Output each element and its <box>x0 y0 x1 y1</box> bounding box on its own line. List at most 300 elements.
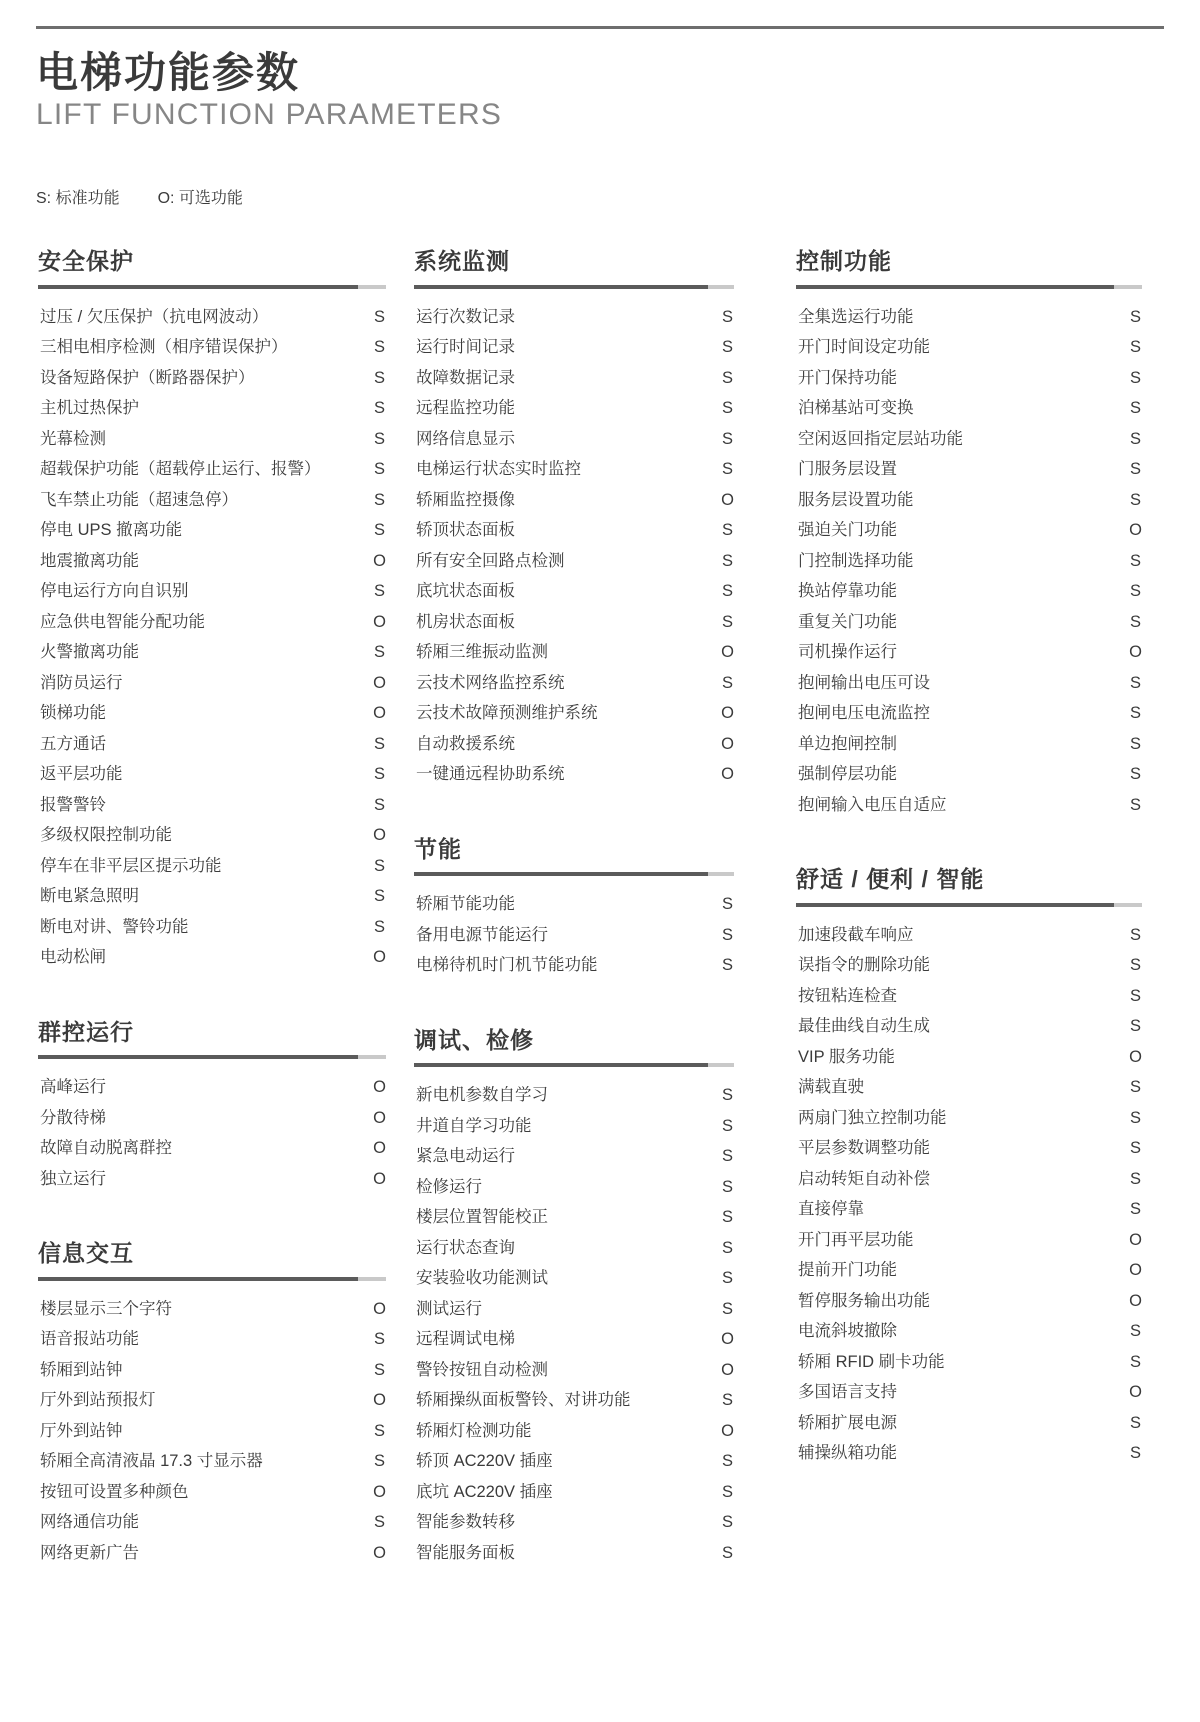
parameter-mark: S <box>722 582 734 601</box>
parameter-label: 平层参数调整功能 <box>798 1139 930 1158</box>
parameter-row <box>796 1042 1142 1073</box>
parameter-row <box>38 820 386 851</box>
parameter-row <box>38 576 386 607</box>
section-commissioning-maintenance <box>414 1027 734 1569</box>
parameter-mark: O <box>721 765 734 784</box>
parameter-row <box>796 920 1142 951</box>
column-middle <box>408 248 752 1572</box>
parameter-row <box>38 1446 386 1477</box>
parameter-label: 锁梯功能 <box>40 704 106 723</box>
parameter-mark: O <box>373 1108 386 1127</box>
parameter-row <box>796 1103 1142 1134</box>
parameter-mark: S <box>722 956 734 975</box>
parameter-row <box>796 1011 1142 1042</box>
parameter-row <box>38 1294 386 1325</box>
section-divider <box>414 285 734 289</box>
parameter-mark: S <box>1130 1444 1142 1463</box>
parameter-row <box>414 1080 734 1111</box>
parameter-row <box>796 1286 1142 1317</box>
section-divider <box>796 285 1142 289</box>
parameter-label: 云技术故障预测维护系统 <box>416 704 598 723</box>
parameter-label: 暂停服务输出功能 <box>798 1291 930 1310</box>
parameter-mark: O <box>1129 643 1142 662</box>
parameter-row <box>796 424 1142 455</box>
parameter-mark: S <box>1130 734 1142 753</box>
parameter-row <box>38 546 386 577</box>
parameter-row <box>796 1377 1142 1408</box>
parameter-mark: S <box>374 887 386 906</box>
parameter-row <box>38 302 386 333</box>
section-title-commissioning-maintenance: 调试、检修 <box>414 1026 534 1053</box>
parameter-label: 主机过热保护 <box>40 399 139 418</box>
parameter-columns <box>0 248 1200 1572</box>
parameter-mark: S <box>722 551 734 570</box>
parameter-row <box>796 729 1142 760</box>
parameter-row <box>414 1233 734 1264</box>
parameter-label: VIP 服务功能 <box>798 1047 895 1066</box>
parameter-row <box>414 1172 734 1203</box>
parameter-mark: S <box>722 1177 734 1196</box>
parameter-row <box>38 790 386 821</box>
parameter-row <box>414 485 734 516</box>
parameter-row <box>38 1507 386 1538</box>
section-comfort-convenience-intelligence <box>796 866 1142 1469</box>
parameter-label: 抱闸输出电压可设 <box>798 673 930 692</box>
header-divider <box>36 26 1164 29</box>
parameter-label: 机房状态面板 <box>416 612 515 631</box>
parameter-row <box>796 668 1142 699</box>
page-title-cn: 电梯功能参数 <box>36 49 301 96</box>
parameter-label: 智能参数转移 <box>416 1513 515 1532</box>
parameter-row <box>796 576 1142 607</box>
parameter-label: 飞车禁止功能（超速急停） <box>40 490 238 509</box>
parameter-mark: S <box>374 582 386 601</box>
section-control-functions <box>796 248 1142 820</box>
parameter-mark: O <box>721 490 734 509</box>
section-title-safety-protection: 安全保护 <box>38 248 134 274</box>
parameter-label: 所有安全回路点检测 <box>416 551 565 570</box>
parameter-mark: S <box>722 460 734 479</box>
parameter-label: 电梯待机时门机节能功能 <box>416 956 598 975</box>
parameter-mark: S <box>374 368 386 387</box>
parameter-mark: S <box>1130 612 1142 631</box>
parameter-mark: S <box>374 917 386 936</box>
parameter-row <box>38 515 386 546</box>
parameter-mark: S <box>1130 925 1142 944</box>
parameter-label: 空闲返回指定层站功能 <box>798 429 963 448</box>
parameter-mark: S <box>374 338 386 357</box>
parameter-label: 开门时间设定功能 <box>798 338 930 357</box>
parameter-row <box>38 1133 386 1164</box>
parameter-label: 新电机参数自学习 <box>416 1086 548 1105</box>
parameter-label: 自动救援系统 <box>416 734 515 753</box>
parameter-label: 轿厢三维振动监测 <box>416 643 548 662</box>
parameter-mark: S <box>1130 582 1142 601</box>
parameter-label: 轿顶状态面板 <box>416 521 515 540</box>
parameter-label: 轿厢灯检测功能 <box>416 1421 532 1440</box>
parameter-label: 故障自动脱离群控 <box>40 1139 172 1158</box>
section-information-interaction <box>38 1240 386 1568</box>
section-divider <box>414 872 734 876</box>
parameter-label: 启动转矩自动补偿 <box>798 1169 930 1188</box>
parameter-label: 过压 / 欠压保护（抗电网波动） <box>40 307 269 326</box>
parameter-label: 返平层功能 <box>40 765 123 784</box>
parameter-label: 火警撤离功能 <box>40 643 139 662</box>
parameter-label: 轿厢监控摄像 <box>416 490 515 509</box>
parameter-label: 全集选运行功能 <box>798 307 914 326</box>
parameter-row <box>796 1347 1142 1378</box>
section-divider <box>38 1055 386 1059</box>
parameter-label: 厅外到站预报灯 <box>40 1391 156 1410</box>
parameter-mark: S <box>722 1086 734 1105</box>
parameter-row <box>414 698 734 729</box>
parameter-row <box>38 1072 386 1103</box>
parameter-list <box>414 302 734 790</box>
parameter-label: 设备短路保护（断路器保护） <box>40 368 255 387</box>
parameter-label: 轿厢全高清液晶 17.3 寸显示器 <box>40 1452 263 1471</box>
parameter-mark: O <box>373 612 386 631</box>
parameter-row <box>38 607 386 638</box>
parameter-row <box>414 1416 734 1447</box>
parameter-label: 远程监控功能 <box>416 399 515 418</box>
parameter-mark: S <box>1130 307 1142 326</box>
parameter-label: 轿厢到站钟 <box>40 1360 123 1379</box>
parameter-mark: S <box>374 1360 386 1379</box>
parameter-mark: O <box>1129 1383 1142 1402</box>
parameter-label: 楼层位置智能校正 <box>416 1208 548 1227</box>
section-title-energy-saving: 节能 <box>414 835 462 862</box>
parameter-mark: S <box>374 429 386 448</box>
parameter-row <box>414 363 734 394</box>
parameter-row <box>38 759 386 790</box>
parameter-row <box>796 607 1142 638</box>
parameter-mark: O <box>721 704 734 723</box>
parameter-mark: S <box>722 1391 734 1410</box>
parameter-label: 远程调试电梯 <box>416 1330 515 1349</box>
parameter-row <box>796 759 1142 790</box>
parameter-row <box>38 1103 386 1134</box>
parameter-mark: S <box>374 1421 386 1440</box>
parameter-label: 检修运行 <box>416 1177 482 1196</box>
parameter-label: 轿厢 RFID 刷卡功能 <box>798 1352 945 1371</box>
parameter-label: 司机操作运行 <box>798 643 897 662</box>
parameter-mark: O <box>373 1543 386 1562</box>
parameter-label: 厅外到站钟 <box>40 1421 123 1440</box>
parameter-label: 轿厢扩展电源 <box>798 1413 897 1432</box>
parameter-mark: S <box>722 1482 734 1501</box>
parameter-row <box>796 1225 1142 1256</box>
parameter-row <box>796 790 1142 821</box>
parameter-row <box>796 485 1142 516</box>
parameter-mark: O <box>1129 1047 1142 1066</box>
parameter-row <box>38 1324 386 1355</box>
parameter-mark: S <box>722 1116 734 1135</box>
parameter-mark: O <box>721 643 734 662</box>
parameter-label: 开门再平层功能 <box>798 1230 914 1249</box>
column-left <box>0 248 408 1572</box>
parameter-label: 两扇门独立控制功能 <box>798 1108 947 1127</box>
parameter-label: 重复关门功能 <box>798 612 897 631</box>
parameter-mark: O <box>373 948 386 967</box>
parameter-label: 语音报站功能 <box>40 1330 139 1349</box>
parameter-row <box>796 981 1142 1012</box>
parameter-mark: S <box>722 1299 734 1318</box>
parameter-row <box>38 851 386 882</box>
parameter-label: 加速段截车响应 <box>798 925 914 944</box>
section-group-control <box>38 1019 386 1195</box>
parameter-row <box>414 1446 734 1477</box>
parameter-mark: S <box>1130 1139 1142 1158</box>
section-divider <box>796 903 1142 907</box>
parameter-row <box>796 332 1142 363</box>
section-energy-saving <box>414 836 734 981</box>
parameter-mark: S <box>722 1238 734 1257</box>
parameter-row <box>796 1255 1142 1286</box>
parameter-label: 轿顶 AC220V 插座 <box>416 1452 553 1471</box>
parameter-row <box>796 393 1142 424</box>
parameter-label: 换站停靠功能 <box>798 582 897 601</box>
section-title-control-functions: 控制功能 <box>796 248 892 274</box>
parameter-row <box>414 1507 734 1538</box>
parameter-mark: S <box>1130 1017 1142 1036</box>
parameter-mark: S <box>722 1269 734 1288</box>
parameter-label: 消防员运行 <box>40 673 123 692</box>
parameter-label: 误指令的删除功能 <box>798 956 930 975</box>
parameter-mark: S <box>722 338 734 357</box>
legend <box>36 185 243 208</box>
section-title-comfort-convenience-intelligence: 舒适 / 便利 / 智能 <box>796 866 985 893</box>
parameter-label: 底坑 AC220V 插座 <box>416 1482 553 1501</box>
parameter-mark: S <box>722 895 734 914</box>
parameter-mark: S <box>722 368 734 387</box>
parameter-row <box>38 485 386 516</box>
parameter-label: 停电 UPS 撤离功能 <box>40 521 183 540</box>
parameter-label: 按钮可设置多种颜色 <box>40 1482 189 1501</box>
parameter-mark: O <box>373 1482 386 1501</box>
parameter-label: 分散待梯 <box>40 1108 106 1127</box>
parameter-mark: O <box>721 1330 734 1349</box>
parameter-label: 门控制选择功能 <box>798 551 914 570</box>
parameter-mark: S <box>1130 1352 1142 1371</box>
parameter-mark: S <box>374 399 386 418</box>
parameter-row <box>38 1538 386 1569</box>
parameter-row <box>796 302 1142 333</box>
parameter-label: 泊梯基站可变换 <box>798 399 914 418</box>
parameter-row <box>414 1477 734 1508</box>
parameter-row <box>38 881 386 912</box>
parameter-mark: O <box>1129 521 1142 540</box>
parameter-label: 多级权限控制功能 <box>40 826 172 845</box>
section-system-monitoring <box>414 248 734 790</box>
parameter-row <box>38 363 386 394</box>
parameter-row <box>38 424 386 455</box>
parameter-label: 电梯运行状态实时监控 <box>416 460 581 479</box>
page-title-en: LIFT FUNCTION PARAMETERS <box>36 98 503 132</box>
parameter-label: 安装验收功能测试 <box>416 1269 548 1288</box>
section-title-system-monitoring: 系统监测 <box>414 248 510 274</box>
parameter-row <box>796 515 1142 546</box>
parameter-label: 测试运行 <box>416 1299 482 1318</box>
parameter-row <box>414 729 734 760</box>
parameter-row <box>414 332 734 363</box>
parameter-mark: S <box>374 460 386 479</box>
parameter-list <box>796 920 1142 1469</box>
parameter-mark: S <box>1130 1200 1142 1219</box>
parameter-mark: O <box>373 551 386 570</box>
parameter-row <box>796 454 1142 485</box>
parameter-mark: S <box>1130 1413 1142 1432</box>
parameter-row <box>38 393 386 424</box>
parameter-label: 故障数据记录 <box>416 368 515 387</box>
parameter-mark: S <box>1130 1078 1142 1097</box>
parameter-row <box>38 942 386 973</box>
parameter-row <box>796 1316 1142 1347</box>
section-safety-protection <box>38 248 386 973</box>
parameter-row <box>414 637 734 668</box>
parameter-row <box>38 1164 386 1195</box>
parameter-mark: O <box>373 673 386 692</box>
parameter-label: 三相电相序检测（相序错误保护） <box>40 338 288 357</box>
parameter-mark: S <box>1130 673 1142 692</box>
parameter-label: 辅操纵箱功能 <box>798 1444 897 1463</box>
parameter-label: 网络信息显示 <box>416 429 515 448</box>
parameter-list <box>414 889 734 981</box>
parameter-row <box>796 363 1142 394</box>
parameter-row <box>796 1408 1142 1439</box>
parameter-mark: S <box>1130 704 1142 723</box>
parameter-mark: S <box>1130 956 1142 975</box>
parameter-mark: S <box>374 795 386 814</box>
parameter-label: 轿厢操纵面板警铃、对讲功能 <box>416 1391 631 1410</box>
parameter-mark: S <box>722 673 734 692</box>
parameter-mark: O <box>373 1299 386 1318</box>
parameter-mark: S <box>722 1513 734 1532</box>
parameter-mark: S <box>722 1208 734 1227</box>
section-divider <box>38 285 386 289</box>
parameter-mark: O <box>721 1421 734 1440</box>
parameter-mark: S <box>722 1147 734 1166</box>
parameter-mark: S <box>1130 399 1142 418</box>
parameter-label: 轿厢节能功能 <box>416 895 515 914</box>
legend-standard: S: 标准功能 <box>36 190 120 207</box>
parameter-mark: S <box>722 1543 734 1562</box>
parameter-label: 警铃按钮自动检测 <box>416 1360 548 1379</box>
parameter-label: 直接停靠 <box>798 1200 864 1219</box>
parameter-row <box>414 607 734 638</box>
parameter-mark: O <box>1129 1291 1142 1310</box>
parameter-label: 断电对讲、警铃功能 <box>40 917 189 936</box>
parameter-label: 抱闸输入电压自适应 <box>798 795 947 814</box>
parameter-list <box>38 1294 386 1569</box>
parameter-label: 服务层设置功能 <box>798 490 914 509</box>
parameter-row <box>414 1538 734 1569</box>
parameter-row <box>414 546 734 577</box>
parameter-row <box>796 546 1142 577</box>
parameter-row <box>414 920 734 951</box>
parameter-row <box>796 1164 1142 1195</box>
parameter-mark: O <box>373 1391 386 1410</box>
parameter-label: 断电紧急照明 <box>40 887 139 906</box>
parameter-mark: S <box>722 521 734 540</box>
parameter-row <box>414 889 734 920</box>
parameter-mark: S <box>374 1452 386 1471</box>
parameter-mark: S <box>374 1513 386 1532</box>
section-title-group-control: 群控运行 <box>38 1018 134 1045</box>
parameter-label: 井道自学习功能 <box>416 1116 532 1135</box>
parameter-mark: S <box>374 765 386 784</box>
parameter-row <box>414 1324 734 1355</box>
parameter-row <box>414 1141 734 1172</box>
parameter-mark: O <box>721 734 734 753</box>
parameter-row <box>38 729 386 760</box>
parameter-list <box>796 302 1142 821</box>
parameter-row <box>414 302 734 333</box>
parameter-label: 单边抱闸控制 <box>798 734 897 753</box>
legend-optional: O: 可选功能 <box>157 190 243 207</box>
parameter-row <box>414 393 734 424</box>
parameter-row <box>414 1263 734 1294</box>
parameter-label: 运行状态查询 <box>416 1238 515 1257</box>
parameter-mark: O <box>373 1169 386 1188</box>
page-header <box>36 26 1164 132</box>
parameter-row <box>38 1385 386 1416</box>
parameter-mark: S <box>722 399 734 418</box>
parameter-mark: S <box>374 521 386 540</box>
parameter-mark: S <box>374 643 386 662</box>
parameter-label: 地震撤离功能 <box>40 551 139 570</box>
parameter-row <box>414 1385 734 1416</box>
parameter-mark: S <box>1130 338 1142 357</box>
parameter-mark: S <box>1130 490 1142 509</box>
section-title-information-interaction: 信息交互 <box>38 1240 134 1267</box>
parameter-label: 开门保持功能 <box>798 368 897 387</box>
parameter-row <box>38 637 386 668</box>
parameter-mark: O <box>373 1139 386 1158</box>
parameter-row <box>796 637 1142 668</box>
parameter-label: 停车在非平层区提示功能 <box>40 856 222 875</box>
parameter-row <box>38 454 386 485</box>
parameter-mark: O <box>1129 1261 1142 1280</box>
parameter-row <box>414 759 734 790</box>
parameter-mark: S <box>1130 1322 1142 1341</box>
parameter-label: 紧急电动运行 <box>416 1147 515 1166</box>
parameter-row <box>414 668 734 699</box>
section-divider <box>414 1063 734 1067</box>
parameter-label: 门服务层设置 <box>798 460 897 479</box>
parameter-row <box>796 1072 1142 1103</box>
parameter-row <box>414 454 734 485</box>
parameter-label: 云技术网络监控系统 <box>416 673 565 692</box>
parameter-list <box>38 302 386 973</box>
parameter-label: 多国语言支持 <box>798 1383 897 1402</box>
parameter-mark: O <box>373 1078 386 1097</box>
parameter-label: 光幕检测 <box>40 429 106 448</box>
parameter-row <box>38 332 386 363</box>
parameter-mark: S <box>722 1452 734 1471</box>
parameter-mark: S <box>374 490 386 509</box>
parameter-row <box>38 1355 386 1386</box>
parameter-mark: S <box>722 925 734 944</box>
parameter-row <box>414 424 734 455</box>
parameter-label: 独立运行 <box>40 1169 106 1188</box>
parameter-label: 按钮粘连检查 <box>798 986 897 1005</box>
parameter-row <box>796 1133 1142 1164</box>
parameter-label: 电动松闸 <box>40 948 106 967</box>
parameter-mark: S <box>1130 1108 1142 1127</box>
parameter-row <box>414 515 734 546</box>
parameter-row <box>38 698 386 729</box>
parameter-label: 强迫关门功能 <box>798 521 897 540</box>
